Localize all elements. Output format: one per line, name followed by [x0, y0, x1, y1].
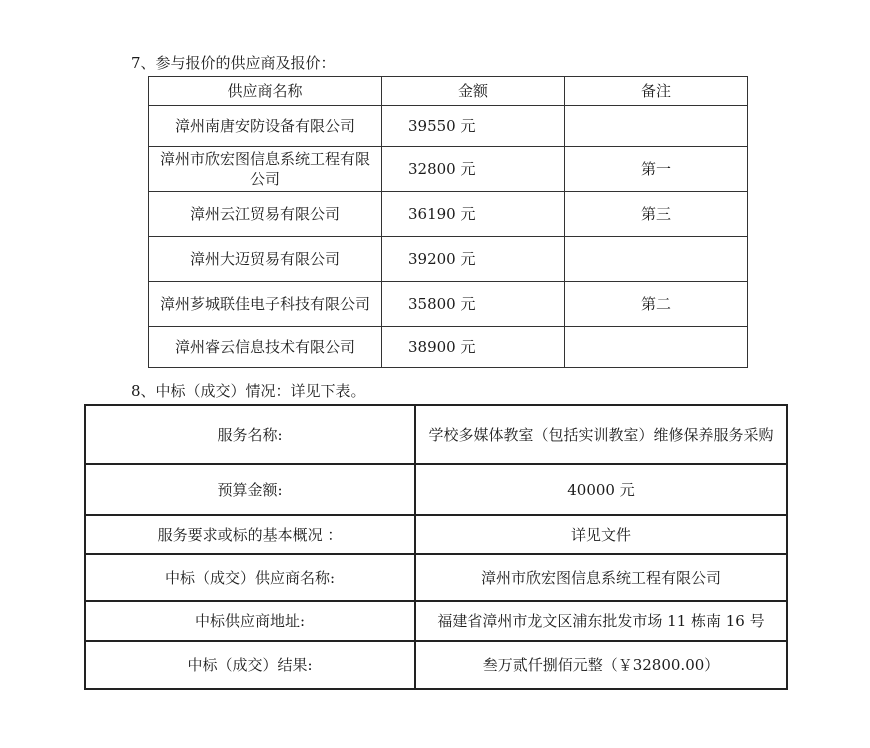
table-row: [85, 405, 787, 464]
supplier-name: 漳州芗城联佳电子科技有限公司: [149, 282, 382, 327]
supplier-amount: 35800 元: [382, 282, 565, 327]
header-note: 备注: [565, 77, 748, 106]
field-value: 学校多媒体教室（包括实训教室）维修保养服务采购: [415, 405, 787, 464]
supplier-note: 第三: [565, 192, 748, 237]
quotation-table: [148, 76, 748, 368]
table-row: [85, 554, 787, 601]
table-row: [85, 641, 787, 689]
table-row: [149, 327, 748, 368]
field-label: 中标（成交）结果:: [85, 641, 415, 689]
table-row: [149, 147, 748, 192]
table-row: [149, 282, 748, 327]
supplier-amount: 38900 元: [382, 327, 565, 368]
table-header-row: [149, 77, 748, 106]
field-label: 中标供应商地址:: [85, 601, 415, 641]
award-result-table: [84, 404, 788, 690]
field-value: 40000 元: [415, 464, 787, 515]
supplier-amount: 36190 元: [382, 192, 565, 237]
field-value: 漳州市欣宏图信息系统工程有限公司: [415, 554, 787, 601]
field-label: 中标（成交）供应商名称:: [85, 554, 415, 601]
supplier-amount: 32800 元: [382, 147, 565, 192]
supplier-note: 第二: [565, 282, 748, 327]
supplier-name: 漳州南唐安防设备有限公司: [149, 106, 382, 147]
field-value: 详见文件: [415, 515, 787, 554]
header-supplier-name: 供应商名称: [149, 77, 382, 106]
field-value: 叁万贰仟捌佰元整（￥32800.00）: [415, 641, 787, 689]
table-row: [149, 237, 748, 282]
supplier-name: 漳州云江贸易有限公司: [149, 192, 382, 237]
field-value: 福建省漳州市龙文区浦东批发市场 11 栋南 16 号: [415, 601, 787, 641]
supplier-name: 漳州睿云信息技术有限公司: [149, 327, 382, 368]
field-label: 预算金额:: [85, 464, 415, 515]
section-8-heading: 8、中标（成交）情况：详见下表。: [131, 382, 366, 400]
table-row: [149, 192, 748, 237]
section-7-heading: 7、参与报价的供应商及报价：: [131, 54, 336, 72]
supplier-name: 漳州市欣宏图信息系统工程有限公司: [149, 147, 382, 192]
supplier-amount: 39550 元: [382, 106, 565, 147]
table-row: [149, 106, 748, 147]
supplier-note: [565, 237, 748, 282]
field-label: 服务名称:: [85, 405, 415, 464]
supplier-note: [565, 106, 748, 147]
supplier-amount: 39200 元: [382, 237, 565, 282]
header-amount: 金额: [382, 77, 565, 106]
table-row: [85, 464, 787, 515]
supplier-note: [565, 327, 748, 368]
field-label: 服务要求或标的基本概况 ：: [85, 515, 415, 554]
table-row: [85, 515, 787, 554]
table-row: [85, 601, 787, 641]
supplier-note: 第一: [565, 147, 748, 192]
supplier-name: 漳州大迈贸易有限公司: [149, 237, 382, 282]
